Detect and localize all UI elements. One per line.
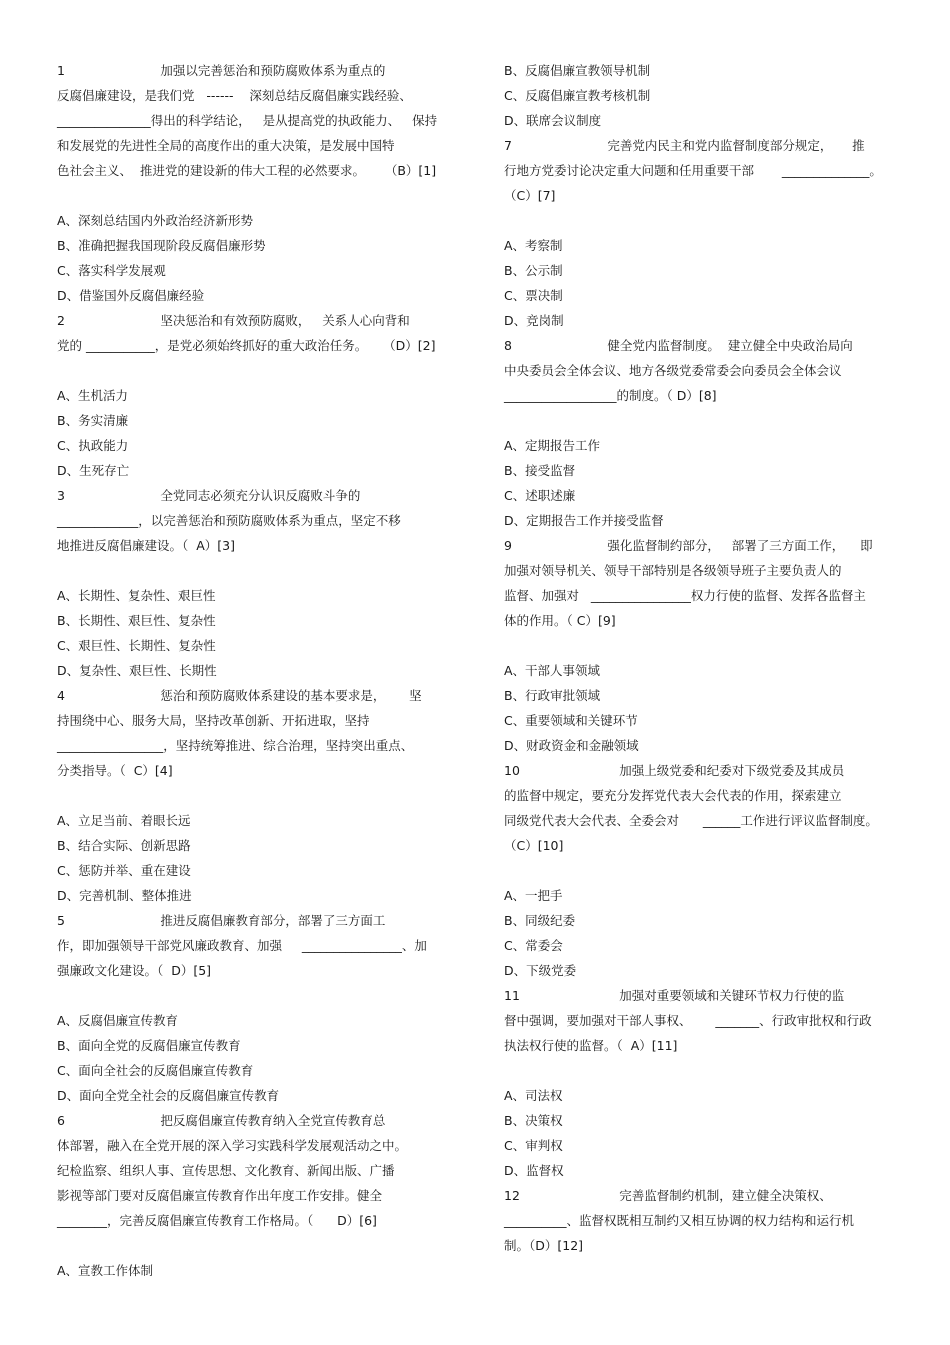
right-text-line: 10 加强上级党委和纪委对下级党委及其成员 [504,763,845,778]
right-text-line: D、联席会议制度 [504,113,602,128]
blank-line [504,208,896,233]
right-text-line: D、下级党委 [504,963,577,978]
blank-line [57,1233,447,1258]
left-text-line: 5 推进反腐倡廉教育部分，部署了三方面工 [57,913,386,928]
right-text-line: C、反腐倡廉宣教考核机制 [504,88,651,103]
blank-line [57,983,447,1008]
right-text-line: A、干部人事领域 [504,663,601,678]
left-text-line: 反腐倡廉建设，是我们党 ------ 深刻总结反腐倡廉实践经验、 [57,88,412,103]
left-text-line: B、务实清廉 [57,413,129,428]
right-text-line: 7 完善党内民主和党内监督制度部分规定， 推 [504,138,865,153]
left-text-line: A、反腐倡廉宣传教育 [57,1013,179,1028]
right-text-line: 行地方党委讨论决定重大问题和任用重要干部 ______________。 [504,163,882,178]
right-text-line: A、定期报告工作 [504,438,601,453]
blank-line [57,558,447,583]
blank-line [504,408,896,433]
right-text-line: D、监督权 [504,1163,564,1178]
right-text-line: C、票决制 [504,288,563,303]
left-text-line: A、生机活力 [57,388,129,403]
left-text-line: A、长期性、复杂性、艰巨性 [57,588,216,603]
right-text-line: 执法权行使的监督。（ A）[11] [504,1038,678,1053]
right-text-line: D、定期报告工作并接受监督 [504,513,664,528]
right-text-line: B、同级纪委 [504,913,576,928]
right-text-line: B、反腐倡廉宣教领导机制 [504,63,651,78]
right-text-line: 11 加强对重要领域和关键环节权力行使的监 [504,988,845,1003]
blank-line [504,1058,896,1083]
right-text-line: C、常委会 [504,938,563,953]
right-text-line: C、述职述廉 [504,488,576,503]
right-text-line: __________、监督权既相互制约又相互协调的权力结构和运行机 [504,1213,855,1228]
right-text-line: 的监督中规定，要充分发挥党代表大会代表的作用，探索建立 [504,788,842,803]
right-text-line: 制。（D）[12] [504,1238,584,1253]
blank-line [504,858,896,883]
left-text-line: _____________，以完善惩治和预防腐败体系为重点，坚定不移 [57,513,401,528]
right-text-line: B、决策权 [504,1113,563,1128]
blank-line [57,183,447,208]
left-text-line: 4 惩治和预防腐败体系建设的基本要求是， 坚 [57,688,422,703]
right-text-line: （C）[7] [504,188,556,203]
blank-line [57,783,447,808]
left-text-line: 党的 ___________，是党必须始终抓好的重大政治任务。 （D）[2] [57,338,436,353]
right-text-line: A、司法权 [504,1088,563,1103]
right-text-line: 体的作用。（ C）[9] [504,613,616,628]
right-column [504,58,896,1258]
blank-line [504,633,896,658]
left-text-line: 1 加强以完善惩治和预防腐败体系为重点的 [57,63,386,78]
left-text-line: B、面向全党的反腐倡廉宣传教育 [57,1038,241,1053]
right-text-line: B、接受监督 [504,463,576,478]
left-text-line: D、生死存亡 [57,463,130,478]
left-text-line: 地推进反腐倡廉建设。（ A）[3] [57,538,235,553]
left-text-line: 持围绕中心、服务大局，坚持改革创新、开拓进取，坚持 [57,713,370,728]
right-text-line: 12 完善监督制约机制，建立健全决策权、 [504,1188,832,1203]
left-text-line: 6 把反腐倡廉宣传教育纳入全党宣传教育总 [57,1113,386,1128]
right-text-line: A、考察制 [504,238,563,253]
blank-line [57,358,447,383]
left-text-line: D、面向全党全社会的反腐倡廉宣传教育 [57,1088,280,1103]
right-text-line: C、审判权 [504,1138,563,1153]
right-text-line: B、公示制 [504,263,563,278]
left-text-line: _________________，坚持统筹推进、综合治理，坚持突出重点、 [57,738,414,753]
left-column [57,58,447,1283]
left-text-line: 强廉政文化建设。（ D）[5] [57,963,212,978]
left-text-line: 和发展党的先进性全局的高度作出的重大决策，是发展中国特 [57,138,395,153]
left-text-line: ________，完善反腐倡廉宣传教育工作格局。（ D）[6] [57,1213,377,1228]
left-text-line: 影视等部门要对反腐倡廉宣传教育作出年度工作安排。健全 [57,1188,383,1203]
left-text-line: D、完善机制、整体推进 [57,888,192,903]
left-text-line: B、长期性、艰巨性、复杂性 [57,613,216,628]
left-text-line: C、执政能力 [57,438,129,453]
left-text-line: A、宣教工作体制 [57,1263,154,1278]
right-text-line: 督中强调，要加强对干部人事权、 _______、行政审批权和行政 [504,1013,872,1028]
right-text-line: 同级党代表大会代表、全委会对 ______工作进行评议监督制度。 [504,813,878,828]
right-text-line: B、行政审批领域 [504,688,601,703]
left-text-line: C、面向全社会的反腐倡廉宣传教育 [57,1063,254,1078]
left-text-line: D、复杂性、艰巨性、长期性 [57,663,217,678]
left-text-line: C、落实科学发展观 [57,263,166,278]
left-text-line: 2 坚决惩治和有效预防腐败， 关系人心向背和 [57,313,410,328]
left-text-line: _______________得出的科学结论， 是从提高党的执政能力、 保持 [57,113,438,128]
left-text-line: 体部署，融入在全党开展的深入学习实践科学发展观活动之中。 [57,1138,408,1153]
right-text-line: （C）[10] [504,838,564,853]
right-text-line: 8 健全党内监督制度。 建立健全中央政治局向 [504,338,853,353]
right-text-line: C、重要领域和关键环节 [504,713,638,728]
right-text-line: 9 强化监督制约部分， 部署了三方面工作， 即 [504,538,873,553]
left-text-line: 色社会主义、 推进党的建设新的伟大工程的必然要求。 （B）[1] [57,163,437,178]
right-text-line: 监督、加强对 ________________权力行使的监督、发挥各监督主 [504,588,866,603]
right-text-line: D、竞岗制 [504,313,564,328]
left-text-line: 作，即加强领导干部党风廉政教育、加强 ________________、加 [57,938,427,953]
right-text-line: A、一把手 [504,888,563,903]
right-text-line: D、财政资金和金融领域 [504,738,639,753]
left-text-line: B、准确把握我国现阶段反腐倡廉形势 [57,238,266,253]
left-text-line: A、立足当前、着眼长远 [57,813,191,828]
left-text-line: C、惩防并举、重在建设 [57,863,191,878]
left-text-line: D、借鉴国外反腐倡廉经验 [57,288,205,303]
left-text-line: C、艰巨性、长期性、复杂性 [57,638,216,653]
right-text-line: 中央委员会全体会议、地方各级党委常委会向委员会全体会议 [504,363,842,378]
right-text-line: 加强对领导机关、领导干部特别是各级领导班子主要负责人的 [504,563,842,578]
left-text-line: 3 全党同志必须充分认识反腐败斗争的 [57,488,361,503]
left-text-line: 纪检监察、组织人事、宣传思想、文化教育、新闻出版、广播 [57,1163,395,1178]
left-text-line: B、结合实际、创新思路 [57,838,191,853]
left-text-line: A、深刻总结国内外政治经济新形势 [57,213,254,228]
left-text-line: 分类指导。（ C）[4] [57,763,173,778]
right-text-line: __________________的制度。（ D）[8] [504,388,717,403]
